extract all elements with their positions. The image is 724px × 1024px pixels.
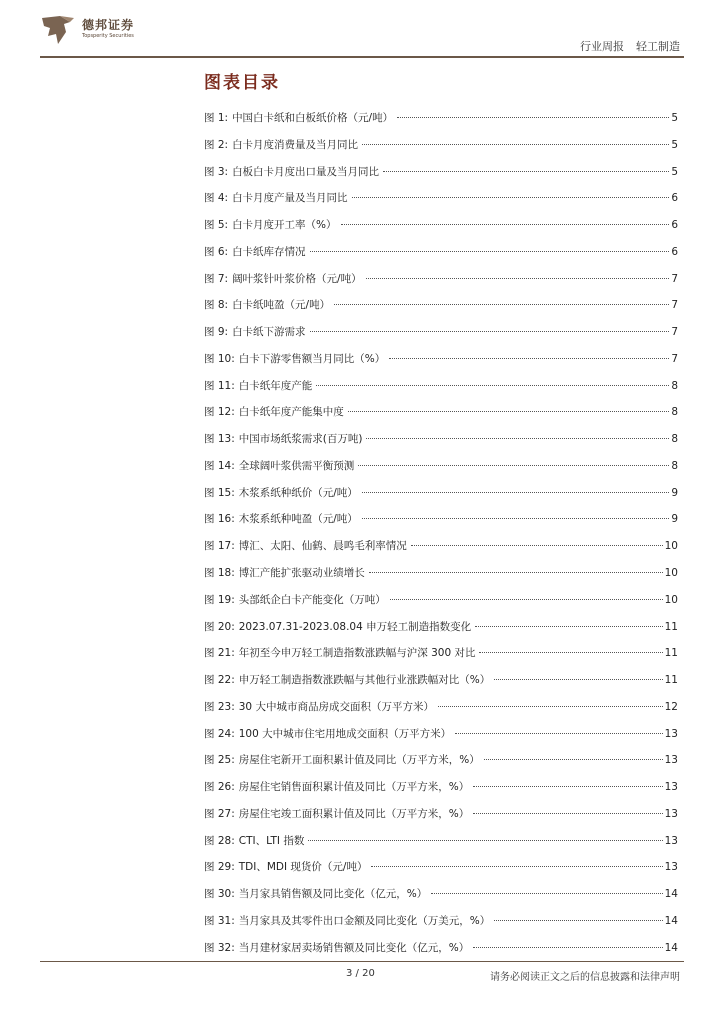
toc-entry-label: 图 23: bbox=[204, 700, 235, 713]
toc-entry[interactable] bbox=[204, 378, 678, 405]
toc-dot-leader bbox=[362, 144, 669, 145]
toc-entry-label: 图 32: bbox=[204, 941, 235, 954]
toc-entry[interactable] bbox=[204, 404, 678, 431]
toc-entry-page: 7 bbox=[671, 272, 678, 285]
toc-entry[interactable] bbox=[204, 458, 678, 485]
toc-entry-label: 图 20: bbox=[204, 620, 235, 633]
toc-entry-page: 14 bbox=[664, 888, 678, 901]
toc-entry-page: 13 bbox=[664, 781, 678, 794]
toc-dot-leader bbox=[390, 599, 663, 600]
toc-dot-leader bbox=[479, 652, 662, 653]
toc-dot-leader bbox=[473, 813, 662, 814]
toc-entry-label: 图 8: bbox=[204, 299, 229, 312]
toc-entry-page: 9 bbox=[671, 513, 678, 526]
toc-dot-leader bbox=[494, 920, 662, 921]
toc-entry-page: 6 bbox=[671, 219, 678, 232]
toc-entry-text: 白卡月度开工率（%） bbox=[232, 219, 337, 232]
toc-entry-text: 100 大中城市住宅用地成交面积（万平方米） bbox=[238, 727, 452, 740]
toc-entry-text: 头部纸企白卡产能变化（万吨） bbox=[238, 593, 386, 606]
toc-entry[interactable] bbox=[204, 511, 678, 538]
brand-name: 德邦证券 bbox=[82, 18, 135, 32]
toc-entry[interactable] bbox=[204, 190, 678, 217]
toc-entry-page: 10 bbox=[664, 540, 678, 553]
toc-dot-leader bbox=[366, 278, 670, 279]
toc-entry-label: 图 26: bbox=[204, 781, 235, 794]
toc-entry[interactable] bbox=[204, 779, 678, 806]
toc-entry-text: 阔叶浆针叶浆价格（元/吨） bbox=[232, 272, 362, 285]
toc-entry-label: 图 17: bbox=[204, 540, 235, 553]
toc-entry-label: 图 10: bbox=[204, 352, 235, 365]
toc-entry-label: 图 28: bbox=[204, 834, 235, 847]
toc-entry-text: 白卡下游零售额当月同比（%） bbox=[238, 352, 386, 365]
toc-entry-label: 图 31: bbox=[204, 914, 235, 927]
toc-entry[interactable] bbox=[204, 592, 678, 619]
company-logo bbox=[40, 14, 140, 46]
toc-dot-leader bbox=[352, 197, 670, 198]
toc-entry-text: 白卡月度消费量及当月同比 bbox=[232, 138, 359, 151]
toc-entry[interactable] bbox=[204, 940, 678, 967]
toc-entry-text: 当月家具销售额及同比变化（亿元，%） bbox=[238, 888, 428, 901]
toc-entry-label: 图 3: bbox=[204, 165, 229, 178]
toc-dot-leader bbox=[348, 411, 670, 412]
toc-dot-leader bbox=[397, 117, 669, 118]
toc-entry[interactable] bbox=[204, 886, 678, 913]
toc-entry-label: 图 1: bbox=[204, 112, 229, 124]
toc-entry-label: 图 19: bbox=[204, 593, 235, 606]
toc-entry-text: 白卡纸年度产能集中度 bbox=[238, 406, 344, 419]
toc-entry-page: 8 bbox=[671, 406, 678, 419]
toc-dot-leader bbox=[475, 626, 663, 627]
toc-entry-text: TDI、MDI 现货价（元/吨） bbox=[238, 861, 368, 874]
toc-entry-label: 图 15: bbox=[204, 486, 235, 499]
toc-entry-text: 白卡月度产量及当月同比 bbox=[232, 192, 348, 205]
toc-entry[interactable] bbox=[204, 726, 678, 753]
report-type: 行业周报 bbox=[580, 40, 624, 53]
toc-entry[interactable] bbox=[204, 110, 678, 137]
toc-entry-page: 9 bbox=[671, 486, 678, 499]
toc-entry-page: 5 bbox=[671, 165, 678, 178]
toc-dot-leader bbox=[316, 385, 669, 386]
toc-entry-text: 申万轻工制造指数涨跌幅与其他行业涨跌幅对比（%） bbox=[238, 674, 491, 687]
toc-entry[interactable] bbox=[204, 699, 678, 726]
toc-dot-leader bbox=[484, 759, 663, 760]
toc-entry-page: 11 bbox=[664, 647, 678, 660]
toc-entry-text: CTI、LTI 指数 bbox=[238, 834, 305, 847]
toc-dot-leader bbox=[310, 251, 670, 252]
toc-dot-leader bbox=[455, 733, 662, 734]
toc-entry-page: 11 bbox=[664, 620, 678, 633]
toc-entry-page: 10 bbox=[664, 593, 678, 606]
toc-entry-text: 白卡纸年度产能 bbox=[238, 379, 313, 392]
toc-dot-leader bbox=[310, 331, 670, 332]
footer-divider bbox=[40, 961, 684, 962]
toc-entry-page: 14 bbox=[664, 914, 678, 927]
toc-entry-page: 13 bbox=[664, 754, 678, 767]
toc-entry[interactable] bbox=[204, 137, 678, 164]
toc-entry-text: 白卡纸下游需求 bbox=[232, 326, 306, 339]
toc-entry-text: 木浆系纸种纸价（元/吨） bbox=[238, 486, 358, 499]
toc-entry-label: 图 24: bbox=[204, 727, 235, 740]
toc-entry-page: 12 bbox=[664, 700, 678, 713]
toc-entry[interactable] bbox=[204, 351, 678, 378]
toc-entry-label: 图 2: bbox=[204, 138, 229, 151]
toc-entry-label: 图 9: bbox=[204, 326, 229, 339]
toc-entry-label: 图 22: bbox=[204, 674, 235, 687]
toc-entry-page: 8 bbox=[671, 433, 678, 446]
toc-entry-page: 7 bbox=[671, 299, 678, 312]
toc-entry-text: 当月建材家居卖场销售额及同比变化（亿元，%） bbox=[238, 941, 470, 954]
toc-entry-text: 中国白卡纸和白板纸价格（元/吨） bbox=[232, 112, 394, 124]
toc-entry-page: 10 bbox=[664, 567, 678, 580]
toc-dot-leader bbox=[494, 679, 662, 680]
toc-dot-leader bbox=[369, 572, 663, 573]
toc-entry-text: 白卡纸库存情况 bbox=[232, 245, 306, 258]
toc-entry[interactable] bbox=[204, 833, 678, 860]
toc-entry[interactable] bbox=[204, 431, 678, 458]
toc-entry-page: 5 bbox=[671, 112, 678, 124]
toc-dot-leader bbox=[358, 465, 669, 466]
toc-entry-text: 中国市场纸浆需求(百万吨) bbox=[238, 433, 363, 446]
toc-entry-page: 8 bbox=[671, 459, 678, 472]
toc-entry[interactable] bbox=[204, 244, 678, 271]
toc-entry[interactable] bbox=[204, 859, 678, 886]
toc-entry-text: 白卡纸吨盈（元/吨） bbox=[232, 299, 331, 312]
toc-entry-page: 11 bbox=[664, 674, 678, 687]
report-sector: 轻工制造 bbox=[636, 40, 680, 53]
toc-entry-page: 13 bbox=[664, 807, 678, 820]
toc-entry-text: 房屋住宅销售面积累计值及同比（万平方米，%） bbox=[238, 781, 470, 794]
toc-dot-leader bbox=[362, 492, 670, 493]
toc-entry-text: 白板白卡月度出口量及当月同比 bbox=[232, 165, 380, 178]
toc-entry-label: 图 21: bbox=[204, 647, 235, 660]
logo-mark-icon bbox=[40, 14, 76, 46]
toc-entry-label: 图 29: bbox=[204, 861, 235, 874]
toc-dot-leader bbox=[473, 786, 662, 787]
toc-entry-label: 图 27: bbox=[204, 807, 235, 820]
toc-entry[interactable] bbox=[204, 752, 678, 779]
toc-entry-label: 图 18: bbox=[204, 567, 235, 580]
toc-entry-label: 图 14: bbox=[204, 459, 235, 472]
page-number: 3 / 20 bbox=[346, 968, 375, 979]
toc-list bbox=[204, 110, 678, 967]
toc-entry-text: 房屋住宅竣工面积累计值及同比（万平方米，%） bbox=[238, 807, 470, 820]
toc-dot-leader bbox=[341, 224, 670, 225]
toc-dot-leader bbox=[366, 438, 669, 439]
toc-entry-label: 图 12: bbox=[204, 406, 235, 419]
toc-entry[interactable] bbox=[204, 913, 678, 940]
toc-entry-label: 图 11: bbox=[204, 379, 235, 392]
toc-entry-text: 年初至今申万轻工制造指数涨跌幅与沪深 300 对比 bbox=[238, 647, 476, 660]
brand-subtitle: Topsperity Securities bbox=[82, 33, 134, 39]
toc-entry-page: 8 bbox=[671, 379, 678, 392]
toc-entry-label: 图 16: bbox=[204, 513, 235, 526]
toc-entry[interactable] bbox=[204, 619, 678, 646]
toc-entry[interactable] bbox=[204, 645, 678, 672]
toc-entry-text: 全球阔叶浆供需平衡预测 bbox=[238, 459, 355, 472]
toc-entry[interactable] bbox=[204, 806, 678, 833]
toc-entry-label: 图 7: bbox=[204, 272, 229, 285]
toc-entry-page: 13 bbox=[664, 861, 678, 874]
toc-entry-page: 13 bbox=[664, 834, 678, 847]
toc-title: 图表目录 bbox=[204, 73, 280, 93]
footer-disclaimer: 请务必阅读正文之后的信息披露和法律声明 bbox=[490, 972, 680, 983]
toc-entry-text: 2023.07.31-2023.08.04 申万轻工制造指数变化 bbox=[238, 620, 472, 633]
toc-entry-text: 当月家具及其零件出口金额及同比变化（万美元，%） bbox=[238, 914, 491, 927]
toc-entry-label: 图 5: bbox=[204, 219, 229, 232]
toc-entry-label: 图 30: bbox=[204, 888, 235, 901]
toc-entry-page: 6 bbox=[671, 192, 678, 205]
report-category-header bbox=[580, 38, 680, 54]
header-divider bbox=[40, 56, 684, 58]
toc-entry-text: 木浆系纸种吨盈（元/吨） bbox=[238, 513, 358, 526]
toc-entry[interactable] bbox=[204, 565, 678, 592]
toc-dot-leader bbox=[431, 893, 662, 894]
toc-entry-page: 6 bbox=[671, 245, 678, 258]
toc-entry[interactable] bbox=[204, 271, 678, 298]
toc-entry-text: 博汇产能扩张驱动业绩增长 bbox=[238, 567, 365, 580]
toc-entry[interactable] bbox=[204, 217, 678, 244]
toc-entry-page: 14 bbox=[664, 941, 678, 954]
toc-entry-text: 30 大中城市商品房成交面积（万平方米） bbox=[238, 700, 434, 713]
toc-entry-label: 图 25: bbox=[204, 754, 235, 767]
toc-dot-leader bbox=[334, 304, 669, 305]
toc-dot-leader bbox=[438, 706, 663, 707]
toc-entry-label: 图 6: bbox=[204, 245, 229, 258]
toc-dot-leader bbox=[389, 358, 669, 359]
toc-dot-leader bbox=[308, 840, 662, 841]
toc-dot-leader bbox=[473, 947, 662, 948]
toc-entry-text: 博汇、太阳、仙鹤、晨鸣毛利率情况 bbox=[238, 540, 407, 553]
toc-entry[interactable] bbox=[204, 297, 678, 324]
toc-entry-label: 图 4: bbox=[204, 192, 229, 205]
toc-entry-page: 7 bbox=[671, 352, 678, 365]
toc-entry[interactable] bbox=[204, 538, 678, 565]
toc-entry[interactable] bbox=[204, 324, 678, 351]
toc-dot-leader bbox=[371, 866, 662, 867]
toc-entry-page: 13 bbox=[664, 727, 678, 740]
toc-entry[interactable] bbox=[204, 485, 678, 512]
toc-dot-leader bbox=[411, 545, 663, 546]
toc-dot-leader bbox=[383, 171, 669, 172]
toc-entry[interactable] bbox=[204, 672, 678, 699]
toc-dot-leader bbox=[362, 518, 670, 519]
toc-entry-page: 5 bbox=[671, 138, 678, 151]
toc-entry-label: 图 13: bbox=[204, 433, 235, 446]
toc-entry-text: 房屋住宅新开工面积累计值及同比（万平方米，%） bbox=[238, 754, 480, 767]
toc-entry-page: 7 bbox=[671, 326, 678, 339]
toc-entry[interactable] bbox=[204, 164, 678, 191]
